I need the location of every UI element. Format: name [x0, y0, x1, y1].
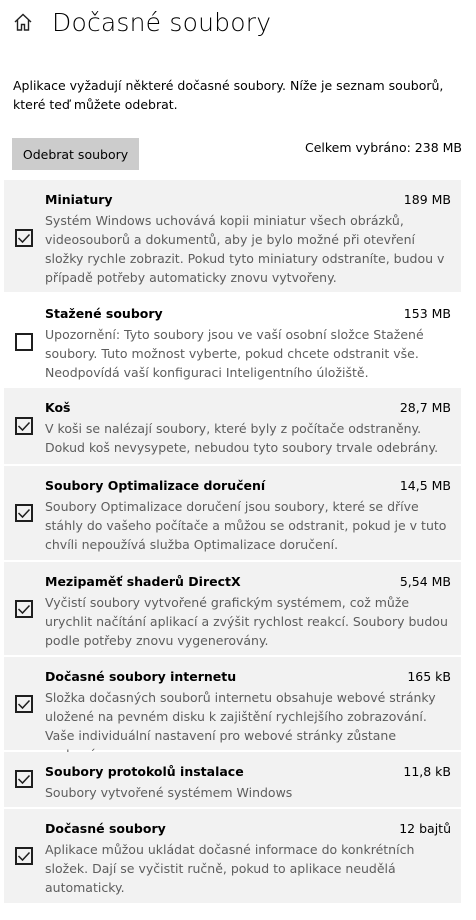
item-description: Aplikace můžou ukládat dočasné informace do konkrétních složek. Dají se vyčistit ručně, pokud to aplikace neudělá automaticky. [45, 842, 415, 895]
list-item [4, 466, 461, 560]
item-name: Miniatury [45, 192, 113, 207]
item-size: 153 MB [403, 306, 451, 321]
page-title: Dočasné soubory [52, 7, 272, 37]
item-description: Systém Windows uchovává kopii miniatur všech obrázků, videosouborů a dokumentů, aby je bylo možné při otevření složky rychle zobrazit. Pokud tyto miniatury odstraníte, budou v případě potřeby automaticky znovu vytvořeny. [45, 213, 445, 285]
item-description: Soubory Optimalizace doručení jsou soubory, které se dříve stáhly do vašeho počítače a můžou se odstranit, pokud je v tuto chvíli nepoužívá služba Optimalizace doručení. [45, 499, 447, 552]
item-checkbox[interactable] [15, 770, 33, 788]
list-item [4, 752, 461, 807]
item-name: Koš [45, 400, 71, 415]
list-item [4, 809, 461, 903]
item-checkbox[interactable] [15, 504, 33, 522]
item-name: Stažené soubory [45, 306, 163, 321]
remove-files-button[interactable]: Odebrat soubory [12, 138, 139, 170]
list-item [4, 657, 461, 750]
item-checkbox[interactable] [15, 333, 33, 351]
item-description: V koši se nalézají soubory, které byly z počítače odstraněny. Dokud koš nevysypete, nebudou tyto soubory trvale odebrány. [45, 421, 439, 455]
item-description: Soubory vytvořené systémem Windows [45, 785, 293, 800]
item-checkbox[interactable] [15, 695, 33, 713]
item-name: Soubory Optimalizace doručení [45, 478, 266, 493]
item-description: Upozornění: Tyto soubory jsou ve vaší osobní složce Stažené soubory. Tuto možnost vyberte, pokud chcete odstranit vše. Neodpovídá vaší konfiguraci Inteligentního úložiště. [45, 327, 424, 380]
list-item [4, 562, 461, 655]
list-item [4, 180, 461, 292]
item-description: Složka dočasných souborů internetu obsahuje webové stránky uložené na pevném disku k zajištění rychlejšího zobrazování. Vaše individuální nastavení pro webové stránky zůstane [45, 690, 436, 743]
item-name: Mezipaměť shaderů DirectX [45, 574, 241, 589]
item-name: Dočasné soubory internetu [45, 669, 237, 684]
item-size: 28,7 MB [399, 400, 451, 415]
item-size: 14,5 MB [399, 478, 451, 493]
page-description: Aplikace vyžadují některé dočasné soubory. Níže je seznam souborů, které teď můžete odebrat. [13, 78, 444, 112]
item-checkbox[interactable] [15, 229, 33, 247]
item-description: Vyčistí soubory vytvořené grafickým systémem, což může urychlit načítání aplikací a zvýšit rychlost reakcí. Soubory budou podle potřeby znovu vygenerovány. [45, 595, 448, 648]
home-icon[interactable] [12, 11, 34, 33]
item-name: Soubory protokolů instalace [45, 764, 244, 779]
item-name: Dočasné soubory [45, 821, 166, 836]
total-selected-label: Celkem vybráno: 238 MB [304, 140, 462, 155]
item-checkbox[interactable] [15, 600, 33, 618]
item-checkbox[interactable] [15, 847, 33, 865]
item-size: 189 MB [403, 192, 451, 207]
item-size: 165 kB [407, 669, 451, 684]
item-checkbox[interactable] [15, 417, 33, 435]
page-header [12, 4, 271, 40]
list-item [4, 294, 461, 386]
item-size: 5,54 MB [399, 574, 451, 589]
item-size: 11,8 kB [403, 764, 451, 779]
temp-files-list [4, 180, 461, 905]
list-item [4, 388, 461, 464]
item-size: 12 bajtů [399, 821, 451, 836]
